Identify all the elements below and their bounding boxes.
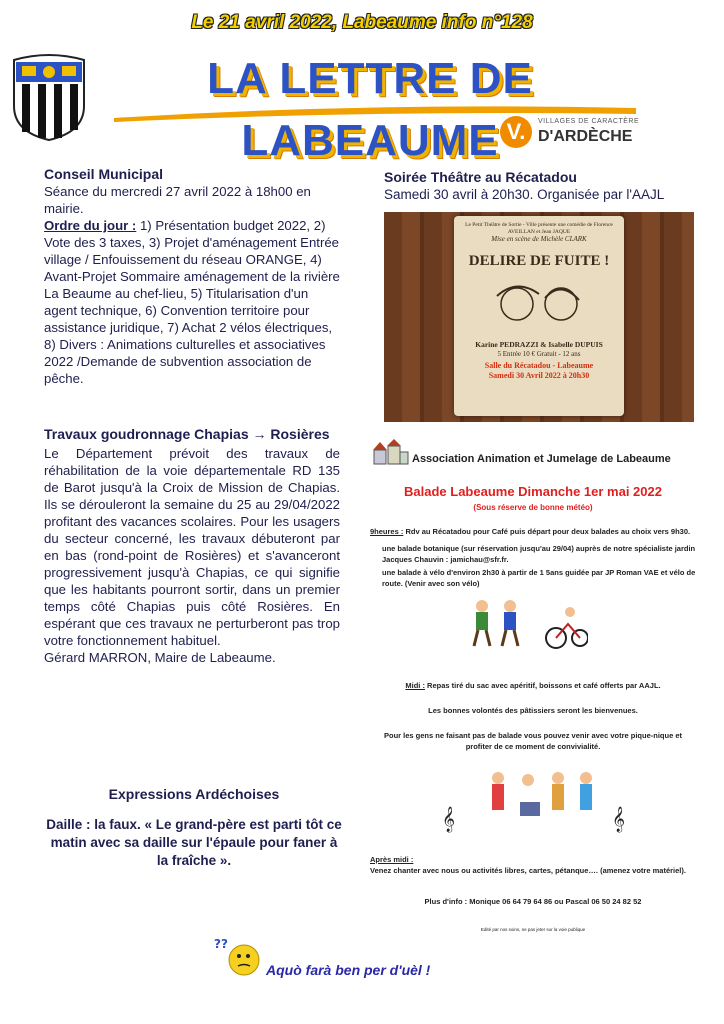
odj-label: Ordre du jour : xyxy=(44,218,137,233)
picnic-text: Pour les gens ne faisant pas de balade vous pouvez venir avec votre pique-nique et profiter de ce moment de convivialité. xyxy=(383,731,682,751)
conseil-title: Conseil Municipal xyxy=(44,166,164,182)
patissiers-text: Les bonnes volontés des pâtissiers seront les bienvenues. xyxy=(428,706,638,715)
poster-paper xyxy=(454,216,624,416)
hikers-cyclist-illustration xyxy=(468,596,588,650)
association-header xyxy=(368,436,698,472)
newsletter-title: LA LETTRE DE LABEAUME xyxy=(207,54,533,165)
svg-text:??: ?? xyxy=(214,937,228,951)
poster-top: Le Petit Théâtre de Sortie - Ville présente une comédie de Florence AVEILLAN et Jean JAQUE xyxy=(465,222,613,235)
occitan-motto: Aquò farà ben per d'uèl ! xyxy=(266,962,431,978)
theatre-poster xyxy=(384,212,694,422)
poster-actors: Karine PEDRAZZI & Isabelle DUPUIS xyxy=(475,340,603,349)
travaux-text: Le Département prévoit des travaux de réhabilitation de la voie départementale RD 135 de Barot jusqu'à la Croix de Mission de Chapias. Ils se dérouleront la semaine du 25 au 29/04/2022 profitant des vacances scolaires. Pour les usagers du secteur concerné, les travaux débuteront par en bas (rond-point de Rosières) et s'avanceront progressivement jusqu'à Chapias, ce qui signifie que les habitants pourront sortir, dans un premier temps côté Chapias puis côté Rosières. En espérant que ces travaux ne perturberont pas trop votre fonctionnement habituel. xyxy=(44,446,340,648)
nine-label: 9heures : xyxy=(370,527,404,536)
poster-date: Samedi 30 Avril 2022 à 20h30 xyxy=(488,371,590,380)
thinking-smiley-icon xyxy=(214,934,262,978)
midi-label: Midi : xyxy=(405,681,425,690)
poster-staging: Mise en scène de Michèle CLARK xyxy=(491,235,587,243)
expressions-text: Daille : la faux. « Le grand-père est parti tôt ce matin avec sa daille sur l'épaule pour faner à la fraîche ». xyxy=(46,817,342,868)
association-name: Association Animation et Jumelage de Labeaume xyxy=(412,453,671,465)
svg-text:𝄞: 𝄞 xyxy=(442,807,456,832)
theatre-section xyxy=(384,168,694,204)
poster-prices: 5 Entrée 10 € Gratuit - 12 ans xyxy=(497,350,581,358)
apres-midi-details xyxy=(370,854,696,876)
apres-text: Venez chanter avec nous ou activités libres, cartes, pétanque…. (amenez votre matériel). xyxy=(370,866,686,875)
bullet-botanique: une balade botanique (sur réservation jusqu'au 29/04) auprès de notre spécialiste jardin Jacques Chauvin : jamichau@sfr.fr. xyxy=(382,544,696,564)
issue-line: Le 21 avril 2022, Labeaume info n°128 xyxy=(191,12,533,33)
brand-small: VILLAGES DE CARACTÈRE xyxy=(538,118,640,125)
conseil-odj xyxy=(44,217,340,387)
apres-label: Après midi : xyxy=(370,855,414,864)
poster-play-title: DELIRE DE FUITE ! xyxy=(468,253,610,269)
odj-text: 1) Présentation budget 2022, 2) Vote des 3 taxes, 3) Projet d'aménagement Entrée village / Enfouissement du réseau ORANGE, 4) Avant-Projet Sommaire aménagement de la rivière La Beaume au chef-lieu, 5) Titularisation d'un agent technique, 6) Convention territoire pour assistance juridique, 7) Achat 2 vélos électriques, 8) Divers : Animations culturelles et associatives 2022 /Demande de subvention association de pêche. xyxy=(44,218,340,386)
midi-details xyxy=(370,680,696,752)
balade-note: (Sous réserve de bonne météo) xyxy=(473,503,593,512)
svg-text:𝄞: 𝄞 xyxy=(612,807,626,832)
village-houses-icon xyxy=(372,438,410,466)
villages-caractere-logo xyxy=(500,116,650,152)
musicians-illustration xyxy=(440,766,630,836)
theatre-title: Soirée Théâtre au Récatadou xyxy=(384,169,577,185)
actors-drawing-icon xyxy=(479,274,599,336)
bullet-velo: une balade à vélo d'environ 2h30 à partir de 1 5ans guidée par JP Roman VAE et vélo de route. (Venir avec son vélo) xyxy=(382,568,696,588)
balade-title-block xyxy=(368,484,698,512)
tiny-note: Edité par nos soins, ne pas jeter sur la voie publique xyxy=(480,927,586,932)
expressions-title: Expressions Ardéchoises xyxy=(108,786,280,802)
info-line: Plus d'info : Monique 06 64 79 64 86 ou Pascal 06 50 24 82 52 xyxy=(424,897,642,906)
travaux-title: Travaux goudronnage Chapias → Rosières xyxy=(44,426,330,442)
morning-details xyxy=(370,526,696,589)
theatre-subtitle: Samedi 30 avril à 20h30. Organisée par l'AAJL xyxy=(384,187,665,202)
balade-title: Balade Labeaume Dimanche 1er mai 2022 xyxy=(404,484,662,499)
nine-text: Rdv au Récatadou pour Café puis départ pour deux balades au choix vers 9h30. xyxy=(403,527,691,536)
conseil-section xyxy=(44,166,340,387)
brand-letter: V. xyxy=(500,116,532,148)
poster-venue: Salle du Récatadou - Labeaume xyxy=(484,361,594,370)
village-crest xyxy=(8,46,90,142)
conseil-session: Séance du mercredi 27 avril 2022 à 18h00 en mairie. xyxy=(44,184,311,216)
brand-large: D'ARDÈCHE xyxy=(538,128,633,145)
travaux-section xyxy=(44,426,340,666)
expressions-section xyxy=(44,786,344,870)
travaux-signature: Gérard MARRON, Maire de Labeaume. xyxy=(44,650,276,665)
midi-text: Repas tiré du sac avec apéritif, boissons et café offerts par AAJL. xyxy=(424,681,661,690)
